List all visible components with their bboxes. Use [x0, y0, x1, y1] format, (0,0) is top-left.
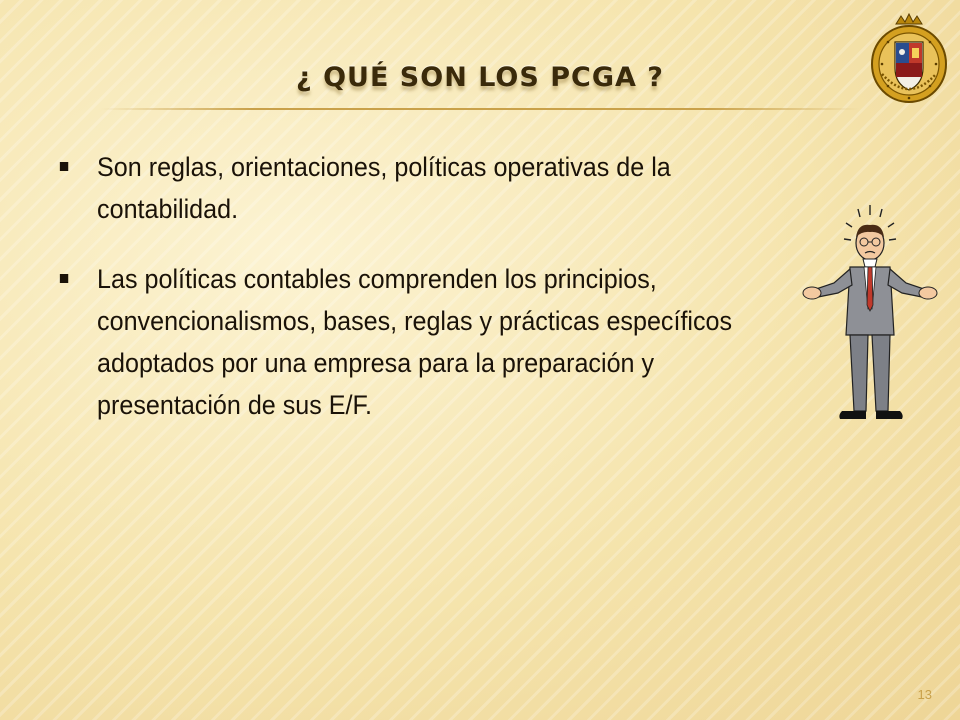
bullet-text: Las políticas contables comprenden los principios, convencionalismos, bases, reglas y prácticas específicos adoptados por una empresa para la preparación y presentación de sus E/F.: [97, 264, 733, 420]
page-number: 13: [917, 687, 932, 702]
square-bullet-icon: [60, 274, 68, 283]
slide-title: ¿ QUÉ SON LOS PCGA ?: [296, 62, 664, 93]
bullet-list: [58, 146, 746, 454]
title-divider: [100, 108, 860, 110]
bullet-item: [58, 258, 746, 426]
bullet-text: Son reglas, orientaciones, políticas operativas de la contabilidad.: [97, 152, 671, 224]
bullet-item: [58, 146, 746, 230]
square-bullet-icon: [60, 162, 68, 171]
confused-man-illustration: [800, 205, 940, 435]
